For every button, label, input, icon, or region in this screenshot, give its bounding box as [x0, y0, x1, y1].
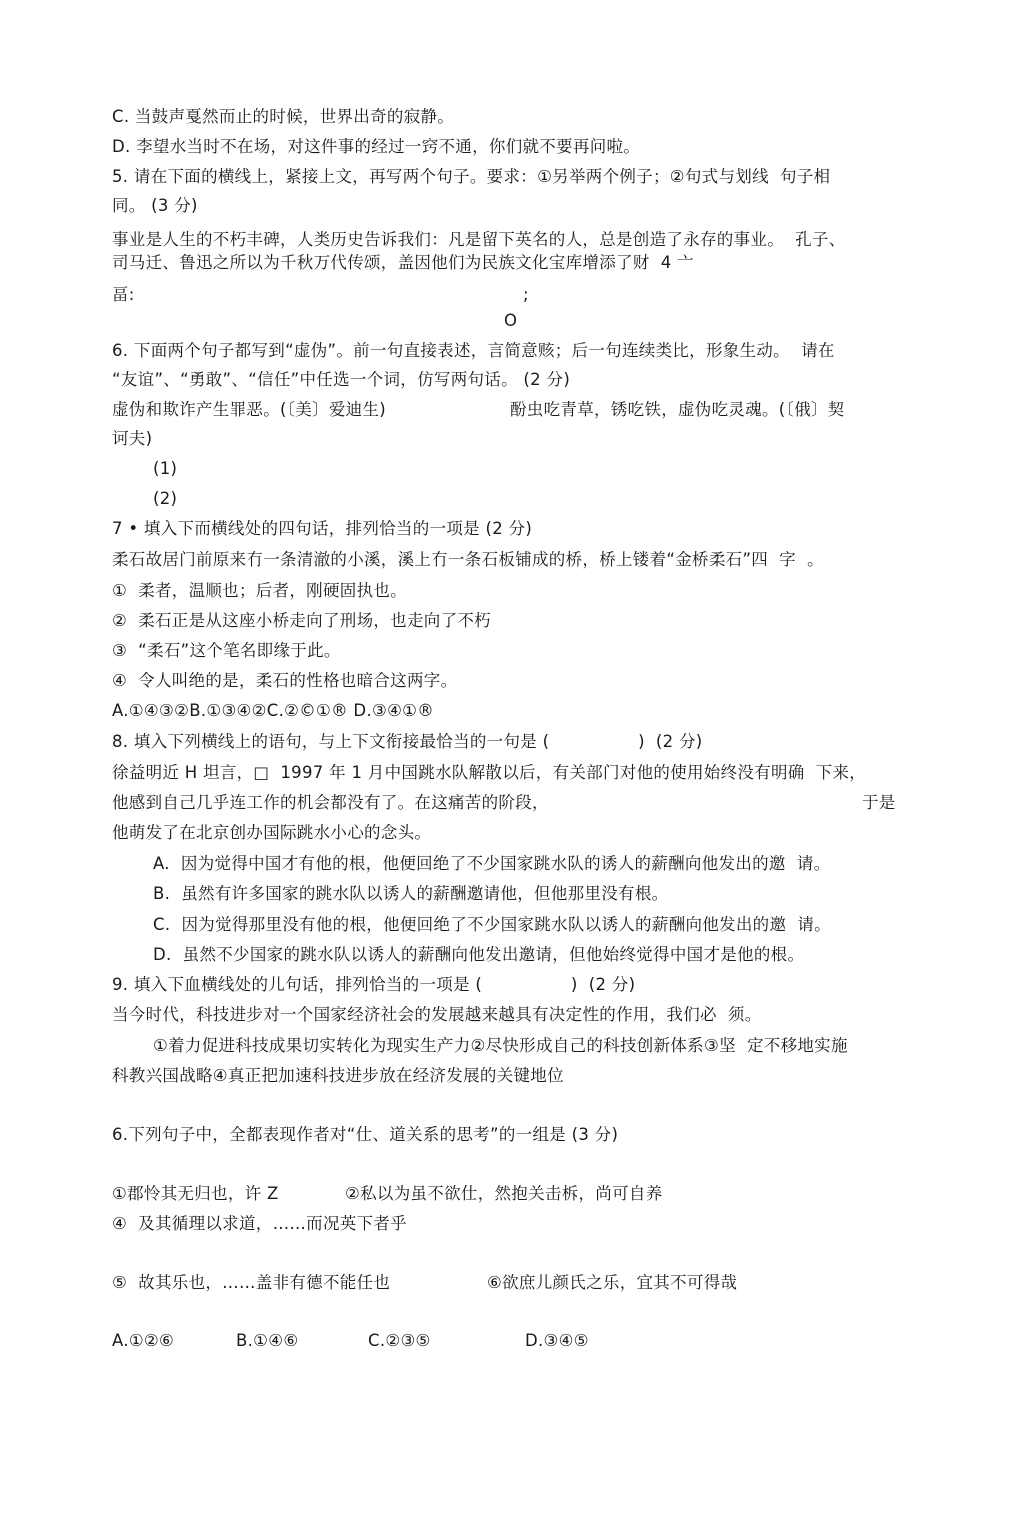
question-9-sentences-cont: 科教兴国战略④真正把加速科技进步放在经济发展的关键地位 [112, 1066, 564, 1085]
question-8-option-c: C. 因为觉得那里没有他的根，他便回绝了不少国家跳水队以诱人的薪酬向他发出的邀 请。 [153, 915, 831, 934]
question-5-prompt: 5. 请在下面的横线上，紧接上文，再写两个句子。要求：①另举两个例子；②句式与划线 句子相 [112, 167, 831, 186]
answer-blank-end: O [504, 311, 518, 330]
question-5-passage: 事业是人生的不朽丰碑，人类历史告诉我们：凡是留下英名的人，总是创造了永存的事业。 孔子、 [112, 230, 846, 249]
question-8-passage-yushi: 于是 [862, 793, 896, 812]
question-7-prompt: 7 • 填入下而横线处的四句话，排列恰当的一项是 (2 分) [112, 519, 533, 538]
question-6b-option-a: A.①②⑥ [112, 1331, 175, 1350]
question-6-example-1: 虚伪和欺诈产生罪恶。(〔美〕爱迪生) [112, 400, 387, 419]
question-6b-item-1: ①郡怜其无归也，许 Z [112, 1184, 279, 1203]
question-8-prompt: 8. 填入下列横线上的语句，与上下文衔接最恰当的一句是 ( ) (2 分) [112, 732, 703, 751]
question-9-sentences: ①着力促进科技成果切实转化为现实生产力②尽快形成自己的科技创新体系③坚 定不移地实施 [153, 1036, 848, 1055]
question-7-sentence-1: ① 柔者，温顺也；后者，刚硬固执也。 [112, 581, 407, 600]
question-7-options: A.①④③②B.①③④②C.②©①® D.③④①® [112, 701, 435, 720]
question-8-passage-cont: 他感到自己几乎连工作的机会都没有了。在这痛苦的阶段， [112, 793, 549, 812]
question-7-sentence-4: ④ 令人叫绝的是，柔石的性格也暗合这两字。 [112, 671, 458, 690]
answer-line-2: (2) [153, 489, 178, 508]
question-7-passage: 柔石故居门前原来冇一条清澈的小溪，溪上冇一条石板铺成的桥，桥上镂着“金桥柔石”四 字 。 [112, 550, 824, 569]
question-7-sentence-3: ③ “柔石”这个笔名即缘于此。 [112, 641, 341, 660]
question-6-example-2: 酚虫吃青草，锈吃铁，虚伪吃灵魂。(〔俄〕契 [510, 400, 845, 419]
question-9-prompt: 9. 填入下血横线处的儿句话，排列恰当的一项是 ( ) (2 分) [112, 975, 636, 994]
answer-blank-start: 畐: [112, 285, 135, 304]
question-7-sentence-2: ② 柔石正是从这座小桥走向了刑场，也走向了不朽 [112, 611, 491, 630]
question-6b-option-c: C.②③⑤ [368, 1331, 431, 1350]
question-6b-item-6: ⑥欲庶儿颜氏之乐，宜其不可得哉 [487, 1273, 738, 1292]
question-5-passage-cont: 司马迁、鲁迅之所以为千秋万代传颂，盖因他们为民族文化宝库增添了财 4 亠 [112, 253, 694, 272]
question-8-passage: 徐益明近 H 坦言，□ 1997 年 1 月中国跳水队解散以后，有关部门对他的使用始终没有明确 下来， [112, 763, 867, 782]
option-d-line: D. 李望水当时不在场，对这件事的经过一窍不通，你们就不要再问啦。 [112, 137, 641, 156]
question-8-option-b: B. 虽然有许多国家的跳水队以诱人的薪酬邀请他，但他那里没有根。 [153, 884, 669, 903]
question-6-prompt: 6. 下面两个句子都写到“虚伪”。前一句直接表述，言简意赅；后一句连续类比，形象生动。 请在 [112, 341, 835, 360]
question-8-option-d: D. 虽然不少国家的跳水队以诱人的薪酬向他发出邀请，但他始终觉得中国才是他的根。 [153, 945, 805, 964]
question-6b-item-2: ②私以为虽不欲仕，然抱关击柝，尚可自养 [345, 1184, 663, 1203]
question-6b-option-d: D.③④⑤ [525, 1331, 589, 1350]
answer-blank-semicolon: ; [523, 285, 529, 304]
question-8-passage-end: 他萌发了在北京创办国际跳水小心的念头。 [112, 823, 432, 842]
question-8-option-a: A. 因为觉得中国才有他的根，他便回绝了不少国家跳水队的诱人的薪酬向他发出的邀 请。 [153, 854, 831, 873]
question-6b-option-b: B.①④⑥ [236, 1331, 299, 1350]
question-5-prompt-cont: 同。 (3 分) [112, 196, 198, 215]
question-6b-item-4: ④ 及其循理以求道，……而况英下者乎 [112, 1214, 407, 1233]
question-6-example-2-cont: 诃夫) [112, 429, 153, 448]
question-6b-prompt: 6.下列句子中，全都表现作者对“仕、道关系的思考”的一组是 (3 分) [112, 1125, 619, 1144]
answer-line-1: (1) [153, 459, 178, 478]
question-6-prompt-cont: “友谊”、“勇敢”、“信任”中任选一个词，仿写两句话。 (2 分) [112, 370, 571, 389]
question-9-passage: 当今时代，科技进步对一个国家经济社会的发展越来越具有决定性的作用，我们必 须。 [112, 1005, 762, 1024]
question-6b-item-5: ⑤ 故其乐也，……盖非有德不能任也 [112, 1273, 391, 1292]
option-c-line: C. 当鼓声戛然而止的时候，世界出奇的寂静。 [112, 107, 455, 126]
